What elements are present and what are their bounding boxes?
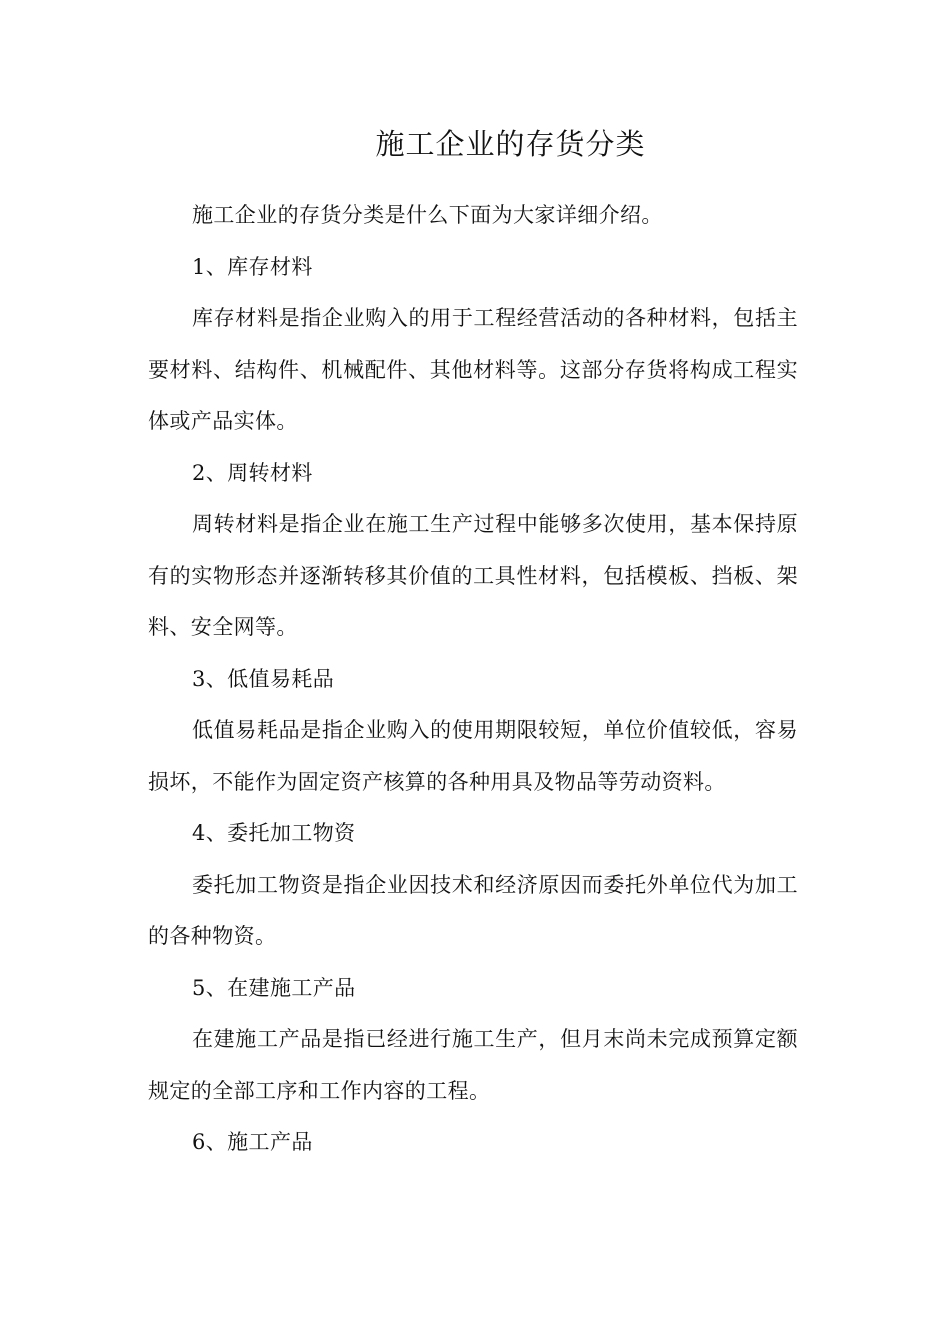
document-title: 施工企业的存货分类 xyxy=(375,127,646,161)
section-paragraph-4: 委托加工物资是指企业因技术和经济原因而委托外单位代为加工的各种物资。 xyxy=(148,872,798,948)
section-paragraph-1: 库存材料是指企业购入的用于工程经营活动的各种材料，包括主要材料、结构件、机械配件、其他材料等。这部分存货将构成工程实体或产品实体。 xyxy=(148,306,798,433)
section-paragraph-3: 低值易耗品是指企业购入的使用期限较短，单位价值较低，容易损坏，不能作为固定资产核算的各种用具及物品等劳动资料。 xyxy=(148,718,798,794)
section-heading-1: 1、库存材料 xyxy=(192,254,313,279)
section-heading-5: 5、在建施工产品 xyxy=(192,975,356,1000)
intro-paragraph: 施工企业的存货分类是什么下面为大家详细介绍。 xyxy=(192,203,663,227)
document-body xyxy=(148,190,798,1169)
section-heading-2: 2、周转材料 xyxy=(192,460,313,485)
section-heading-6: 6、施工产品 xyxy=(192,1130,313,1154)
section-heading-4: 4、委托加工物资 xyxy=(192,821,356,845)
section-paragraph-2: 周转材料是指企业在施工生产过程中能够多次使用，基本保持原有的实物形态并逐渐转移其价值的工具性材料，包括模板、挡板、架料、安全网等。 xyxy=(148,512,798,639)
section-heading-3: 3、低值易耗品 xyxy=(192,666,335,691)
section-paragraph-5: 在建施工产品是指已经进行施工生产，但月末尚未完成预算定额规定的全部工序和工作内容的工程。 xyxy=(148,1027,798,1103)
